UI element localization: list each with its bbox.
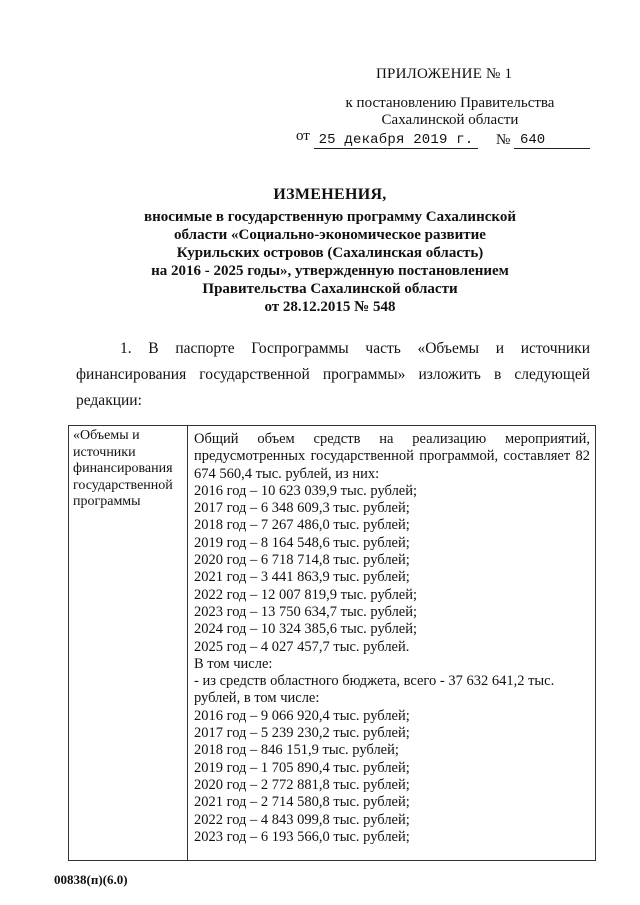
annex-subtitle xyxy=(340,95,560,129)
number-sign-label: № xyxy=(496,132,511,148)
list-item: 2019 год – 8 164 548,6 тыс. рублей; xyxy=(194,534,410,551)
title-main: ИЗМЕНЕНИЯ, xyxy=(273,186,387,203)
title-line: Правительства Сахалинской области xyxy=(202,281,458,297)
decree-number: 640 xyxy=(514,132,590,149)
list-item: 2018 год – 7 267 486,0 тыс. рублей; xyxy=(194,517,410,534)
list-item: 2021 год – 3 441 863,9 тыс. рублей; xyxy=(194,569,410,586)
financing-table xyxy=(68,425,596,861)
annex-subtitle-line2: Сахалинской области xyxy=(381,112,519,128)
annex-subtitle-line1: к постановлению Правительства xyxy=(345,95,555,111)
table-left-label: «Объемы и источники финансирования государственной программы xyxy=(73,428,173,509)
title-line: вносимые в государственную программу Сахалинской xyxy=(144,209,516,225)
table-right-content xyxy=(194,431,590,846)
list-item: 2017 год – 5 239 230,2 тыс. рублей; xyxy=(194,725,410,742)
decree-date: 25 декабря 2019 г. xyxy=(314,132,478,149)
list-item: 2016 год – 10 623 039,9 тыс. рублей; xyxy=(194,482,418,499)
annex-heading: ПРИЛОЖЕНИЕ № 1 xyxy=(376,66,513,82)
financing-summary: Общий объем средств на реализацию мероприятий, предусмотренных государственной программой, составляет 82 674 560,4 тыс. рублей, из них: xyxy=(194,431,590,482)
regional-budget-label: - из средств областного бюджета, всего - 37 632 641,2 тыс. рублей, в том числе: xyxy=(194,673,555,707)
list-item: 2016 год – 9 066 920,4 тыс. рублей; xyxy=(194,707,410,724)
list-item: 2018 год – 846 151,9 тыс. рублей; xyxy=(194,742,399,759)
date-prefix-label: от xyxy=(296,128,310,144)
list-item: 2023 год – 6 193 566,0 тыс. рублей; xyxy=(194,828,410,845)
title-line: области «Социально-экономическое развитие xyxy=(174,227,486,243)
list-item: 2021 год – 2 714 580,8 тыс. рублей; xyxy=(194,794,410,811)
list-item: 2025 год – 4 027 457,7 тыс. рублей. xyxy=(194,638,410,655)
list-item: 2020 год – 6 718 714,8 тыс. рублей; xyxy=(194,552,410,569)
list-item: 2024 год – 10 324 385,6 тыс. рублей; xyxy=(194,621,418,638)
table-column-divider xyxy=(187,426,188,860)
list-item: 2020 год – 2 772 881,8 тыс. рублей; xyxy=(194,776,410,793)
document-footer-code: 00838(п)(6.0) xyxy=(54,872,128,887)
intro-paragraph xyxy=(76,336,590,414)
list-item: 2017 год – 6 348 609,3 тыс. рублей; xyxy=(194,500,410,517)
list-item: 2022 год – 12 007 819,9 тыс. рублей; xyxy=(194,586,418,603)
list-item: 2019 год – 1 705 890,4 тыс. рублей; xyxy=(194,759,410,776)
title-line: Курильских островов (Сахалинская область) xyxy=(176,245,484,261)
decree-dateline xyxy=(296,128,596,152)
list-item: 2023 год – 13 750 634,7 тыс. рублей; xyxy=(194,603,418,620)
title-line: на 2016 - 2025 годы», утвержденную постановлением xyxy=(151,263,509,279)
title-line: от 28.12.2015 № 548 xyxy=(264,299,396,315)
total-years-list xyxy=(194,483,590,656)
regional-years-list xyxy=(194,708,590,846)
intro-text: 1. В паспорте Госпрограммы часть «Объемы и источники финансирования государственной программы» изложить в следующей редакции: xyxy=(76,340,590,409)
document-title xyxy=(120,186,540,316)
in-total-label: В том числе: xyxy=(194,655,273,672)
list-item: 2022 год – 4 843 099,8 тыс. рублей; xyxy=(194,811,410,828)
